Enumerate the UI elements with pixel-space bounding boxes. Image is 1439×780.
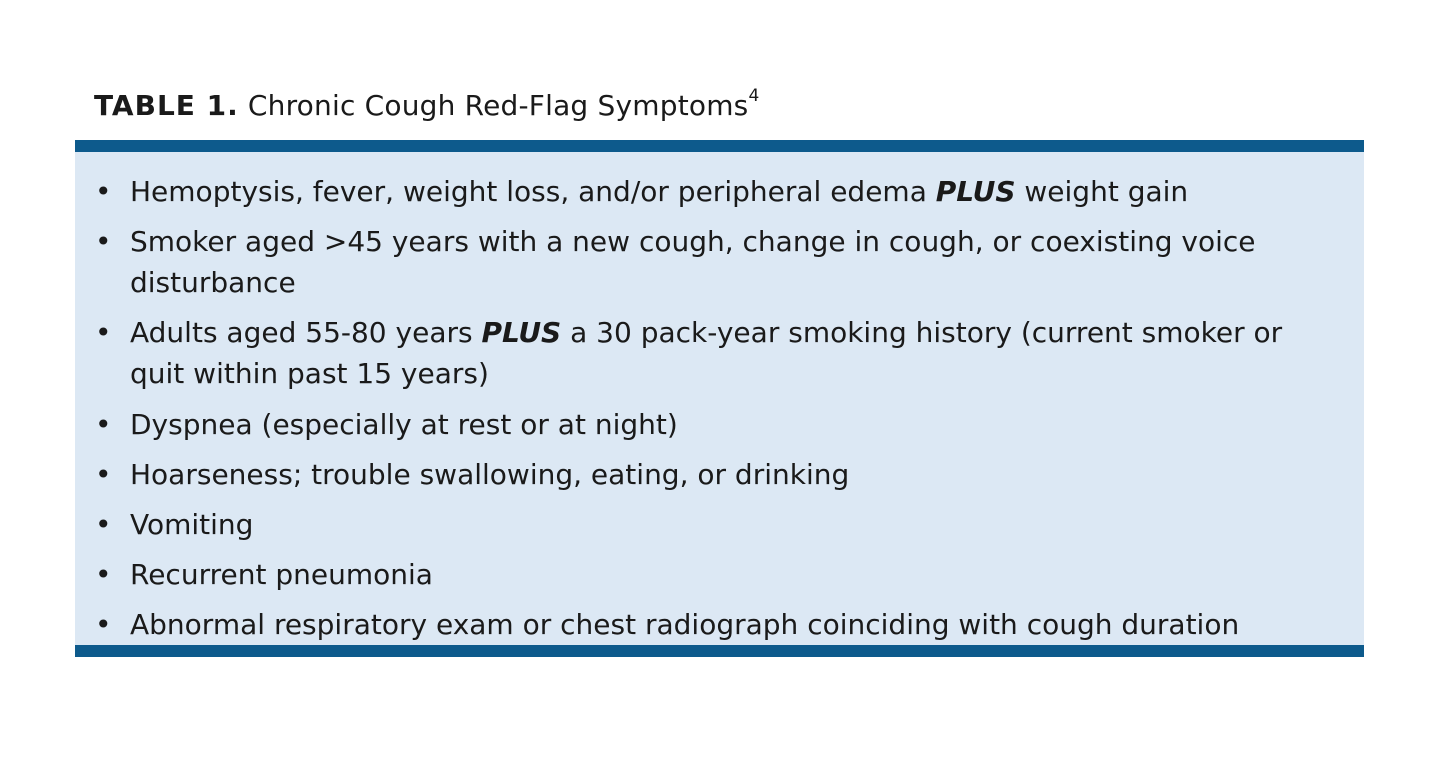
table-caption xyxy=(94,86,760,126)
list-item-text: Dyspnea (especially at rest or at night) xyxy=(130,408,678,441)
list-item-text xyxy=(130,221,1335,303)
list-item-text-start: Adults aged 55-80 years xyxy=(130,316,482,349)
red-flag-symptom-table xyxy=(75,140,1364,657)
list-item-text: Recurrent pneumonia xyxy=(130,558,433,591)
bullet-icon: • xyxy=(95,608,112,641)
list-item-text: Hoarseness; trouble swallowing, eating, or drinking xyxy=(130,458,850,491)
bullet-icon: • xyxy=(95,225,112,258)
reference-superscript: 4 xyxy=(748,86,760,106)
plus-emphasis: PLUS xyxy=(935,175,1016,208)
list-item-text xyxy=(130,171,1335,212)
bullet-icon: • xyxy=(95,508,112,541)
list-item-text: Vomiting xyxy=(130,508,254,541)
list-item-text-start: Hemoptysis, fever, weight loss, and/or peripheral edema xyxy=(130,175,936,208)
bullet-icon: • xyxy=(95,175,112,208)
bullet-icon: • xyxy=(95,408,112,441)
list-item-text-end: weight gain xyxy=(1015,175,1189,208)
bullet-icon: • xyxy=(95,316,112,349)
plus-emphasis: PLUS xyxy=(481,316,562,349)
bullet-icon: • xyxy=(95,458,112,491)
list-item-line-1: Smoker aged >45 years with a new cough, change in cough, or coexisting voice xyxy=(130,225,1256,258)
list-item-text: Abnormal respiratory exam or chest radiograph coinciding with cough duration xyxy=(130,608,1240,641)
bullet-icon: • xyxy=(95,558,112,591)
list-item-text xyxy=(130,312,1335,394)
list-item-line-2: disturbance xyxy=(130,266,296,299)
table-title: Chronic Cough Red-Flag Symptoms xyxy=(247,89,749,122)
table-label: TABLE 1. xyxy=(94,89,239,122)
list-item-line-2: quit within past 15 years) xyxy=(130,357,489,390)
list-item-text-end: a 30 pack-year smoking history (current smoker or xyxy=(561,316,1283,349)
